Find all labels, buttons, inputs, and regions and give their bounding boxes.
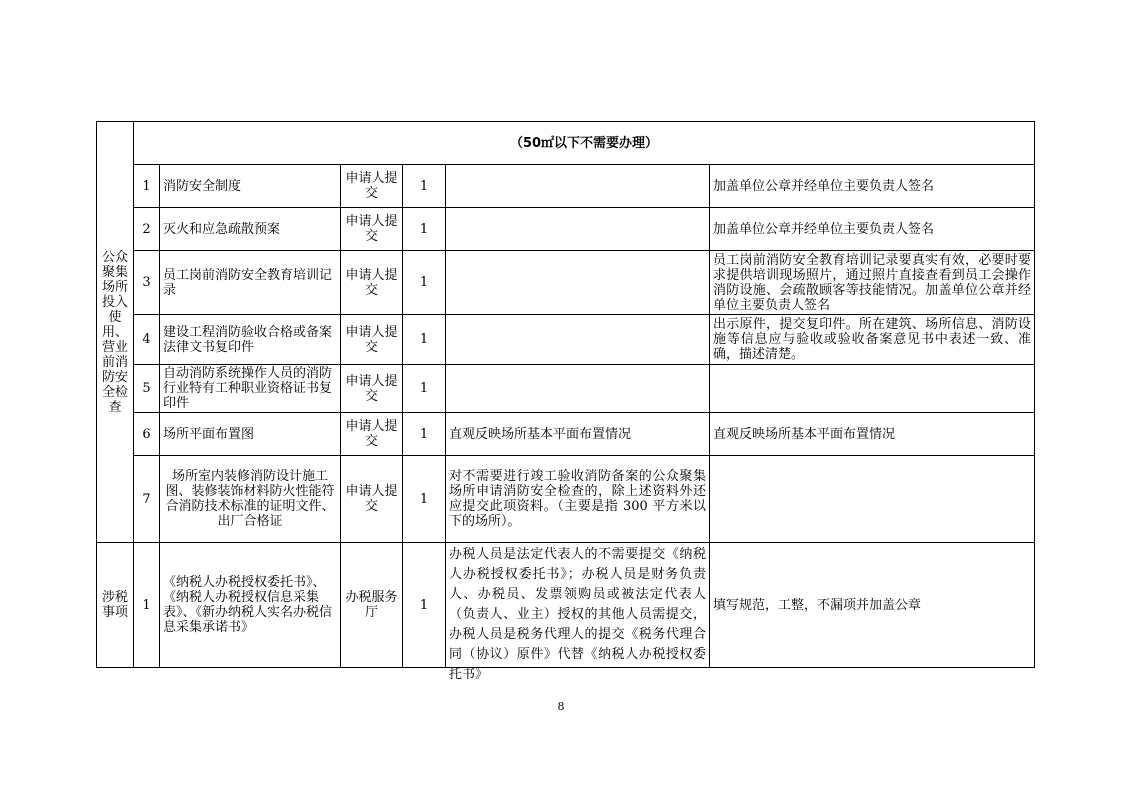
submitter: 申请人提交 <box>341 165 403 208</box>
note: 出示原件，提交复印件。所在建筑、场所信息、消防设施等信息应与验收或验收备案意见书中表述一致、准确，描述清楚。 <box>710 315 1035 365</box>
table-row <box>97 165 1035 208</box>
banner-title: （50㎡以下不需要办理） <box>134 122 1035 165</box>
submitter: 申请人提交 <box>341 315 403 365</box>
requirements-table <box>96 121 1035 682</box>
description <box>446 315 710 365</box>
description: 直观反映场所基本平面布置情况 <box>446 413 710 456</box>
row-number: 3 <box>134 251 160 315</box>
table-row <box>97 413 1035 456</box>
note: 加盖单位公章并经单位主要负责人签名 <box>710 208 1035 251</box>
description-cell <box>446 543 710 682</box>
note: 直观反映场所基本平面布置情况 <box>710 413 1035 456</box>
description: 办税人员是法定代表人的不需要提交《纳税人办税授权委托书》；办税人员是财务负责人、办税员、发票领购员或被法定代表人（负责人、业主）授权的其他人员需提交，办税人员是税务代理人的提交《税务代理合同（协议）原件》代替《纳税人办税授权委托书》 <box>449 547 706 682</box>
description <box>446 251 710 315</box>
material-name: 场所室内装修消防设计施工图、装修装饰材料防火性能符合消防技术标准的证明文件、出厂合格证 <box>160 456 341 543</box>
table-row <box>97 251 1035 315</box>
copy-count: 1 <box>403 165 446 208</box>
row-number: 4 <box>134 315 160 365</box>
copy-count: 1 <box>403 251 446 315</box>
description <box>446 208 710 251</box>
submitter: 申请人提交 <box>341 456 403 543</box>
copy-count: 1 <box>403 413 446 456</box>
row-number: 5 <box>134 365 160 413</box>
table-row <box>97 456 1035 543</box>
material-name: 自动消防系统操作人员的消防行业特有工种职业资格证书复印件 <box>160 365 341 413</box>
submitter: 申请人提交 <box>341 251 403 315</box>
note <box>710 365 1035 413</box>
row-number: 1 <box>134 165 160 208</box>
row-number: 7 <box>134 456 160 543</box>
material-name: 建设工程消防验收合格或备案法律文书复印件 <box>160 315 341 365</box>
copy-count: 1 <box>403 365 446 413</box>
submitter: 申请人提交 <box>341 208 403 251</box>
page-number: 8 <box>557 700 565 713</box>
submitter: 申请人提交 <box>341 413 403 456</box>
description <box>446 365 710 413</box>
table-row <box>97 208 1035 251</box>
table-row <box>97 365 1035 413</box>
category-cell: 公众聚集场所投入使用、营业前消防安全检查 <box>97 122 134 543</box>
note: 填写规范，工整，不漏项并加盖公章 <box>710 543 1035 668</box>
copy-count: 1 <box>403 456 446 543</box>
row-number: 1 <box>134 543 160 668</box>
material-name: 消防安全制度 <box>160 165 341 208</box>
material-name: 员工岗前消防安全教育培训记录 <box>160 251 341 315</box>
copy-count: 1 <box>403 315 446 365</box>
banner-row <box>97 122 1035 165</box>
material-name: 场所平面布置图 <box>160 413 341 456</box>
description <box>446 165 710 208</box>
submitter: 办税服务厅 <box>341 543 403 668</box>
note <box>710 456 1035 543</box>
copy-count: 1 <box>403 543 446 668</box>
copy-count: 1 <box>403 208 446 251</box>
note: 员工岗前消防安全教育培训记录要真实有效，必要时要求提供培训现场照片，通过照片直接查看到员工会操作消防设施、会疏散顾客等技能情况。加盖单位公章并经单位主要负责人签名 <box>710 251 1035 315</box>
row-number: 6 <box>134 413 160 456</box>
submitter: 申请人提交 <box>341 365 403 413</box>
table-row <box>97 315 1035 365</box>
table-row <box>97 543 1035 668</box>
category-cell: 涉税事项 <box>97 543 134 668</box>
description: 对不需要进行竣工验收消防备案的公众聚集场所申请消防安全检查的，除上述资料外还应提交此项资料。（主要是指 300 平方米以下的场所）。 <box>446 456 710 543</box>
material-name: 灭火和应急疏散预案 <box>160 208 341 251</box>
row-number: 2 <box>134 208 160 251</box>
material-name: 《纳税人办税授权委托书》、《纳税人办税授权信息采集表》、《新办纳税人实名办税信息采集承诺书》 <box>160 543 341 668</box>
note: 加盖单位公章并经单位主要负责人签名 <box>710 165 1035 208</box>
